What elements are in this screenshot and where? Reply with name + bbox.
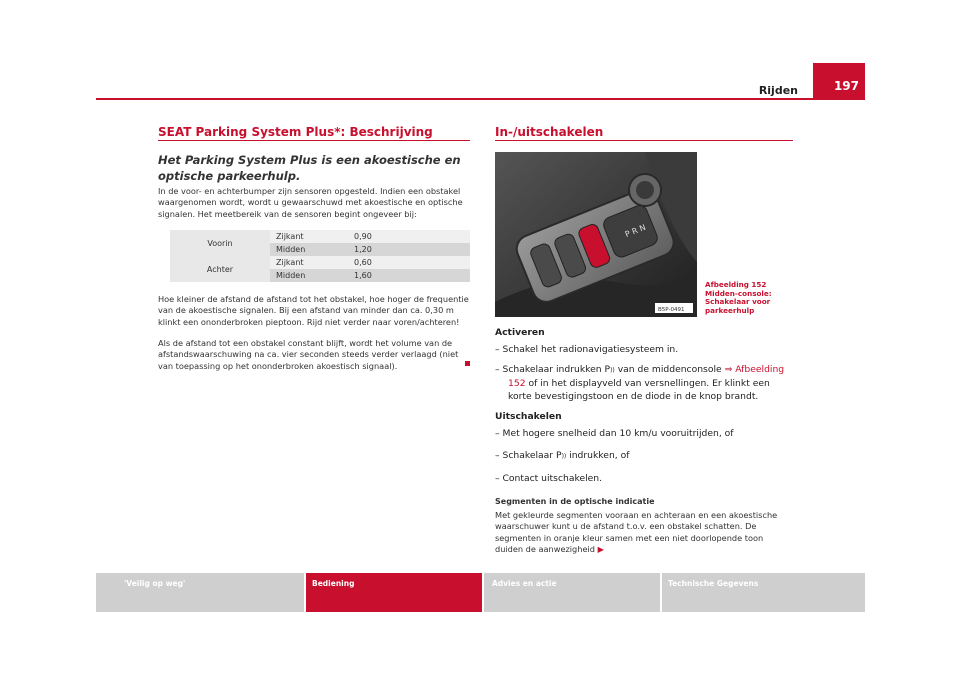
- figure-link[interactable]: ⇒ Afbeelding 152: [508, 364, 785, 389]
- list-item: – Schakelaar indrukken P)) van de middenconsole ⇒ Afbeelding 152 of in het displayveld van versnellingen. Er klinkt een korte bevestigingstoon en de diode in de knop brandt.: [495, 364, 785, 402]
- list-item: – Contact uitschakelen.: [495, 473, 603, 484]
- footer-tab-operation[interactable]: Bediening: [306, 573, 482, 612]
- end-marker-icon: [465, 361, 470, 366]
- table-row: [170, 256, 470, 269]
- page-number: 197: [833, 79, 859, 93]
- instructions: [495, 326, 793, 485]
- deactivate-heading: Uitschakelen: [495, 411, 562, 422]
- console-illustration: [495, 152, 697, 317]
- value-cell: 1,60: [348, 269, 470, 282]
- console-figure: [495, 152, 697, 317]
- activate-heading: Activeren: [495, 327, 545, 338]
- intro-text: Het Parking System Plus is een akoestische en optische parkeerhulp.: [158, 153, 461, 183]
- value-cell: 1,20: [348, 243, 470, 256]
- subsection-heading: Segmenten in de optische indicatie: [495, 497, 655, 506]
- section-rule-left: [158, 140, 470, 141]
- distance-table: [170, 230, 470, 282]
- value-cell: 0,90: [348, 230, 470, 243]
- subsection-text: Met gekleurde segmenten vooraan en achteraan en een akoestische waarschuwer kunt u de afstand t.o.v. een obstakel schatten. De segmenten in oranje kleur samen met een niet doorlopende toon duiden de aanwezigheid ▶: [495, 510, 778, 554]
- list-item: – Schakel het radionavigatiesysteem in.: [495, 344, 679, 355]
- section-rule-right: [495, 140, 793, 141]
- footer-tab-safety[interactable]: 'Veilig op weg': [96, 573, 304, 612]
- list-item: – Met hogere snelheid dan 10 km/u vooruitrijden, of: [495, 428, 734, 439]
- position-cell: Zijkant: [270, 256, 348, 269]
- section-title-left: SEAT Parking System Plus*: Beschrijving: [158, 125, 433, 139]
- zone-cell: Achter: [170, 256, 270, 282]
- section-title-right: In-/uitschakelen: [495, 125, 604, 139]
- footer-tab-technical[interactable]: Technische Gegevens: [662, 573, 865, 612]
- position-cell: Midden: [270, 269, 348, 282]
- figure-code: B5P-0491: [658, 307, 685, 313]
- continue-arrow-icon: ▶: [597, 543, 604, 554]
- paragraph-sensors: In de voor- en achterbumper zijn sensoren opgesteld. Indien een obstakel waargenomen wordt, wordt u gewaarschuwd met akoestische en optische signalen. Het meetbereik van de sensoren begint ongeveer bij:: [158, 186, 463, 219]
- position-cell: Midden: [270, 243, 348, 256]
- value-cell: 0,60: [348, 256, 470, 269]
- zone-cell: Voorin: [170, 230, 270, 256]
- parking-switch-icon: P)): [604, 364, 615, 375]
- chapter-title: Rijden: [758, 84, 798, 97]
- header-rule: [96, 98, 865, 100]
- footer-tab-advice[interactable]: Advies en actie: [484, 573, 660, 612]
- table-row: [170, 230, 470, 243]
- figure-caption: Afbeelding 152 Midden-console: Schakelaar voor parkeerhulp: [705, 280, 772, 315]
- gear-letters: P R N: [623, 222, 648, 240]
- paragraph-frequency: Hoe kleiner de afstand de afstand tot het obstakel, hoe hoger de frequentie van de akoestische signalen. Bij een afstand van minder dan ca. 0,30 m klinkt een ononderbroken pieptoon. Rijd niet verder naar voren/achteren!: [158, 294, 469, 327]
- position-cell: Zijkant: [270, 230, 348, 243]
- parking-switch-icon: P)): [556, 450, 567, 461]
- page-number-box: [813, 63, 865, 99]
- list-item: – Schakelaar P)) indrukken, of: [495, 450, 630, 461]
- paragraph-volume: Als de afstand tot een obstakel constant blijft, wordt het volume van de afstandswaarschuwing na ca. vier seconden steeds verder verlaagd (niet van toepassing op het ononderbroken akoestisch signaal).: [158, 338, 459, 371]
